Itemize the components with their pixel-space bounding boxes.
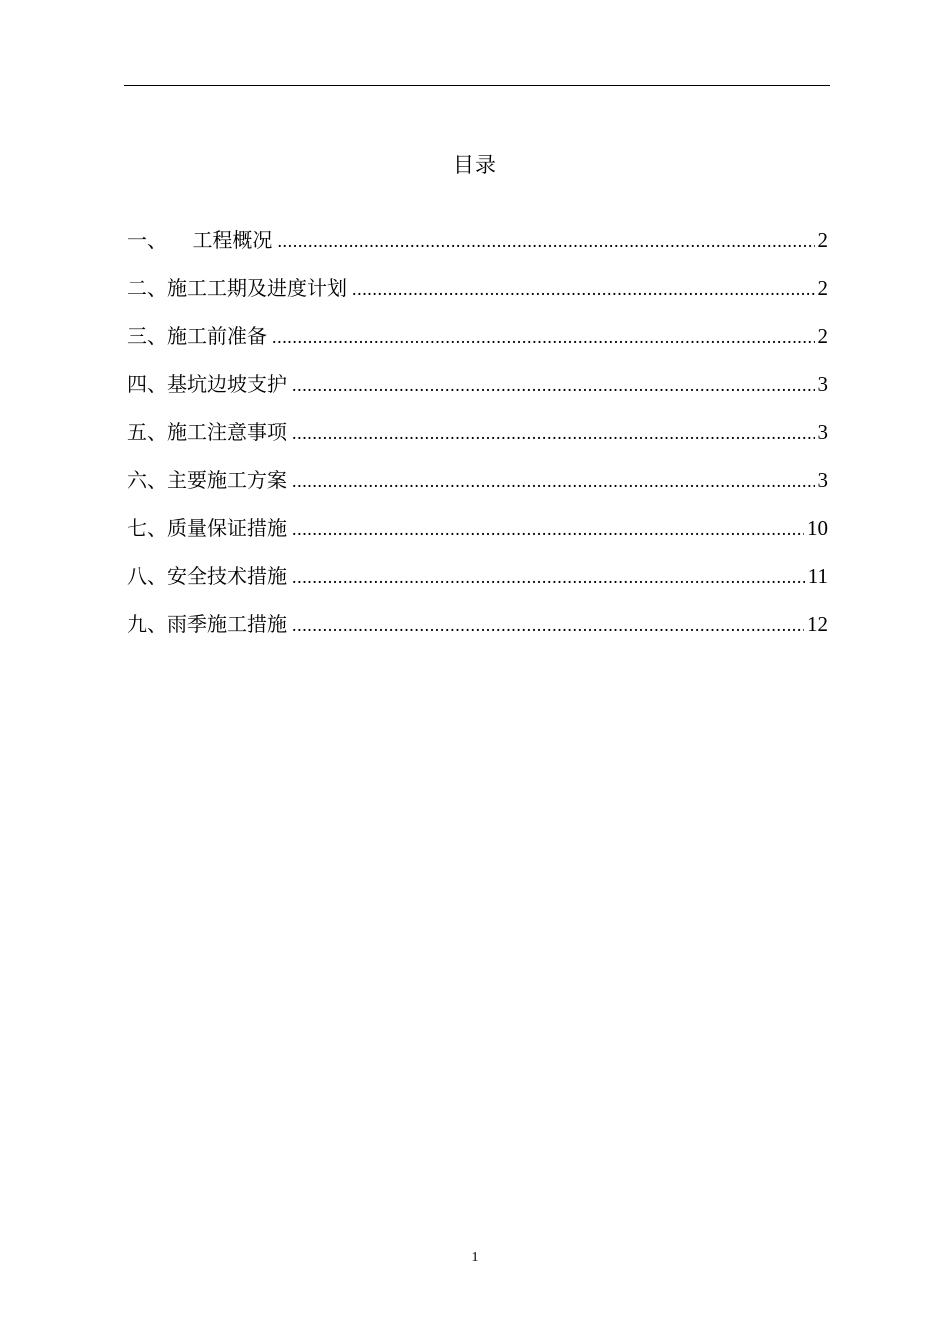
toc-dot-leader: [292, 514, 804, 544]
page-number: 1: [471, 1250, 479, 1265]
toc-dot-leader: [272, 322, 815, 352]
toc-entry-1[interactable]: [127, 225, 828, 273]
toc-entry-3[interactable]: [127, 321, 828, 369]
toc-entry-8[interactable]: [127, 561, 828, 609]
page-title: 目录: [453, 153, 497, 177]
toc-entry-9[interactable]: [127, 609, 828, 657]
toc-entry-page: 3: [817, 372, 828, 396]
toc-entry-label: 工程概况: [192, 228, 273, 252]
toc-entry-6[interactable]: [127, 465, 828, 513]
toc-dot-leader: [292, 610, 804, 640]
toc-entry-page: 11: [807, 564, 828, 588]
toc-entry-page: 2: [817, 276, 828, 300]
toc-entry-label: 安全技术措施: [167, 564, 287, 588]
toc-entry-label: 雨季施工措施: [167, 612, 287, 636]
toc-entry-number: 九、: [127, 612, 167, 636]
toc-entry-label: 施工前准备: [167, 324, 267, 348]
toc-dot-leader: [292, 370, 815, 400]
toc-entry-label: 施工注意事项: [167, 420, 287, 444]
toc-entry-page: 3: [817, 420, 828, 444]
toc-dot-leader: [292, 418, 815, 448]
toc-entry-number: 三、: [127, 324, 167, 348]
toc-entry-number: 二、: [127, 276, 167, 300]
toc-entry-number: 七、: [127, 516, 167, 540]
table-of-contents: [127, 225, 828, 657]
toc-entry-number: 八、: [127, 564, 167, 588]
toc-entry-number: 四、: [127, 372, 167, 396]
toc-entry-page: 3: [817, 468, 828, 492]
header-rule: [124, 85, 830, 86]
toc-entry-label: 施工工期及进度计划: [167, 276, 347, 300]
toc-dot-leader: [292, 466, 815, 496]
toc-entry-number: 一、: [127, 228, 193, 252]
toc-entry-7[interactable]: [127, 513, 828, 561]
toc-entry-4[interactable]: [127, 369, 828, 417]
toc-entry-label: 主要施工方案: [167, 468, 287, 492]
toc-dot-leader: [277, 226, 814, 256]
toc-entry-2[interactable]: [127, 273, 828, 321]
toc-entry-5[interactable]: [127, 417, 828, 465]
toc-entry-label: 基坑边坡支护: [167, 372, 287, 396]
toc-entry-page: 12: [807, 612, 828, 636]
toc-dot-leader: [292, 562, 805, 592]
toc-dot-leader: [352, 274, 815, 304]
toc-entry-page: 2: [817, 228, 828, 252]
toc-entry-number: 五、: [127, 420, 167, 444]
toc-entry-page: 2: [817, 324, 828, 348]
toc-entry-page: 10: [807, 516, 828, 540]
toc-entry-number: 六、: [127, 468, 167, 492]
toc-entry-label: 质量保证措施: [167, 516, 287, 540]
